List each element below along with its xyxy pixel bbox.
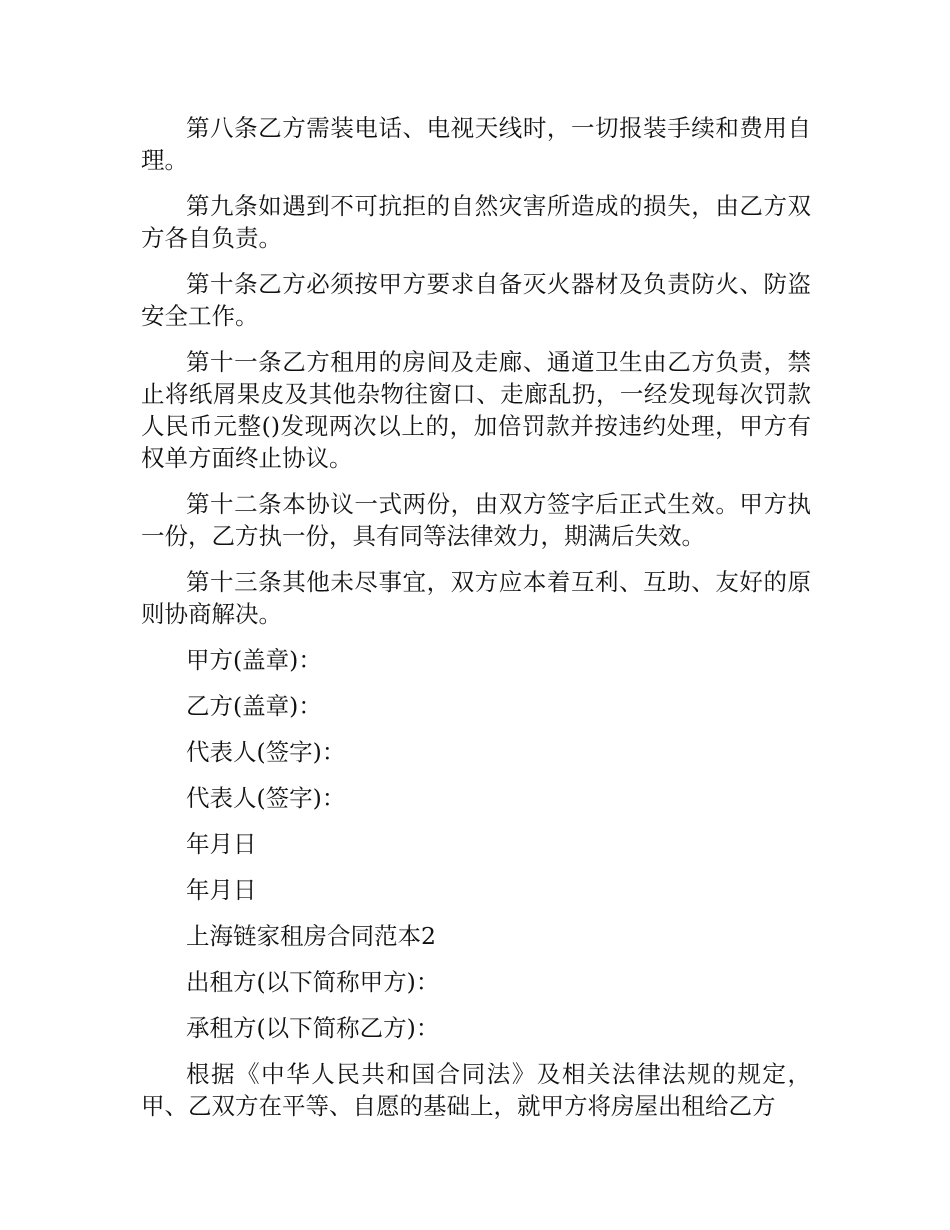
date-line-a: 年月日 <box>186 830 257 858</box>
clause-8: 第八条乙方需装电话、电视天线时，一切报装手续和费用自理。 <box>141 114 811 174</box>
representative-signature-a: 代表人(签字)： <box>186 738 346 766</box>
lessee-line: 承租方(以下简称乙方)： <box>186 1014 440 1042</box>
document-body <box>141 112 811 1136</box>
clause-11: 第十一条乙方租用的房间及走廊、通道卫生由乙方负责，禁止将纸屑果皮及其他杂物往窗口、走廊乱扔，一经发现每次罚款人民币元整()发现两次以上的，加倍罚款并按违约处理，甲方有权单方面终止协议。 <box>141 348 811 472</box>
intro-paragraph: 根据《中华人民共和国合同法》及相关法律法规的规定，甲、乙双方在平等、自愿的基础上，就甲方将房屋出租给乙方 <box>141 1060 811 1120</box>
clause-9: 第九条如遇到不可抗拒的自然灾害所造成的损失，由乙方双方各自负责。 <box>141 192 811 252</box>
clause-13: 第十三条其他未尽事宜，双方应本着互利、互助、友好的原则协商解决。 <box>141 568 811 628</box>
date-line-b: 年月日 <box>186 876 257 904</box>
lessor-line: 出租方(以下简称甲方)： <box>186 968 440 996</box>
party-a-seal: 甲方(盖章)： <box>186 646 322 674</box>
clause-10: 第十条乙方必须按甲方要求自备灭火器材及负责防火、防盗安全工作。 <box>141 270 811 330</box>
representative-signature-b: 代表人(签字)： <box>186 784 346 812</box>
party-b-seal: 乙方(盖章)： <box>186 692 322 720</box>
clause-12: 第十二条本协议一式两份，由双方签字后正式生效。甲方执一份，乙方执一份，具有同等法律效力，期满后失效。 <box>141 490 811 550</box>
section-title: 上海链家租房合同范本2 <box>186 922 436 950</box>
